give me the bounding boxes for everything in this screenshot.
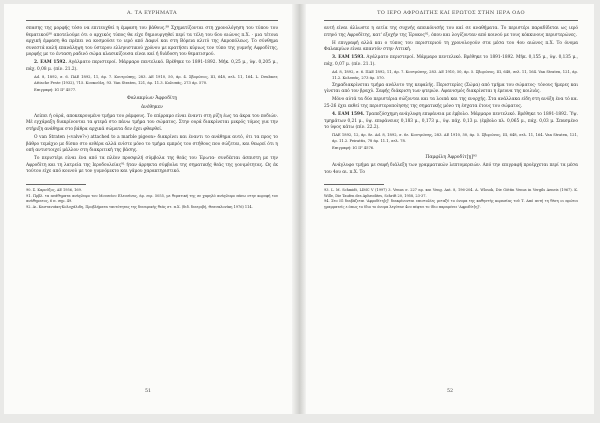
entry-2-description: Αγάλματο περιστεροί. Μάρμαρο πεντελικό. Βρέθηκε το 1891-1892. Μήκ. 0,25 μ., ύψ. 0,205 μ., πάχ. 0,08 μ. (πίν. 21.2). [26, 60, 278, 73]
right-closing-paragraph: Ανάγλυφο τμήμα με σαφή διάλεξη των γραμματικών λεπτομερειών. Από την επιγραφή προέρχεται περί τα μέσα του 4ου αι. π.Χ. Το [324, 163, 578, 175]
entry-4-references: ΠΑΕ 1892, 12, άρ. 8ε. Ad. 8, 1892, σ. 6ε. Κουτρώπης, 283. ΑΕ 1910, 50, άρ. 5. Σβορώνος, III, 648, σελ. 11, 164. Van Straten, 121, άρ. 11.2. Peirattis, 78 άρ. 11.1, σελ. 78. [332, 133, 578, 143]
left-running-head: Α. ΤΑ ΕΥΡΗΜΑΤΑ [127, 10, 177, 16]
right-footnotes [324, 188, 578, 209]
left-footnote-1: 90. Σ. Καρούζος, ΑΕ 1956, 169. [26, 187, 82, 192]
entry-4-description: Τραπεζόσχημη ανάγλυφη επιφάνεια με έμβολο. Μάρμαρο πεντελικό. Βρέθηκε το 1891-1892. Ύψ. τμημάτων 0,21 μ., ύψ. επιφάνειας 0,183 μ., 0,173 μ., ύψ. πάχ. 0,13 μ. (έμβολο πλ. 0,065 μ., πάχ. 0,03 μ. Σπασμένο το ύψος κάτω (πίν. 22.2). [324, 112, 578, 131]
inscription-title-right: Παμφίλη Ἀφροδίτ[ῃ]⁹³ [425, 154, 477, 160]
right-paragraph-1: αυτή είναι άλλωστε η αιτία της συχνής απεικόνισής του καί σε αναθήματα. Το περιστέρι παραδίδεται ως ιερό πτηνό της Αφροδίτης, κατ' εξοχήν της Έρυκος⁹², όπου και λογίζονταν από κοινού με τους κόκκινους περιστερώνες. [324, 26, 578, 38]
right-entry-3 [324, 55, 578, 68]
left-page [4, 4, 292, 414]
right-running-head: ΤΟ ΙΕΡΟ ΑΦΡΟΔΙΤΗΣ ΚΑΙ ΕΡΩΤΟΣ ΣΤΗΝ ΙΕΡΑ ΟΔΟ [377, 10, 525, 16]
right-footnote-2: 94. Στο ΙG διαβάζεται 'Αφροδίτη[ς]' διακρίνονται επιστολίες μεταξύ το όνομα της καθηστής κορασίας τοῦ Τ. Από αυτή τη θέση οι πρώτοι γραμματείς ε όπως το ίδιο το όνομα λεγόταν 4ου πέφτει το ίδιο παραμένει 'Αφροδίτ[η]'. [324, 199, 578, 209]
right-head-rule [324, 20, 578, 21]
entry-3-label: 3. ΕΑΜ 1593. [332, 55, 365, 61]
entry-3-paragraph-2: Μόνο αύτά τα δύο περιστέρια σώζονται και τα λοιπά και της ενορχής. Στα ανάλλακα είδη στη ανύξη ένα τό κα. 25-26 έχει εκθεί της περιστεροποίησης της σηματικής μόνο τη έσχατα έτους του σώματος. [324, 97, 578, 110]
entry-2-references: Ad. 8, 1892, σ. 6. ΠΑΕ 1892, 11, άρ. 7. Κουτρώπης, 283. ΑΕ 1910, 50, άρ. 4. Σβορώνος, III, 648, σελ. 11, 164. L. Deubner, Attische Feste (1932), 715. Κουκούλη, 93. Van Straten, 121, άρ. 11.3. Κολυπάς, 273 άρ. 570. [34, 75, 278, 85]
inscription-sub-left: ἀνέθηκεν [141, 105, 163, 111]
right-page [306, 4, 594, 414]
left-footnote-2: 91. Πρβλ. τα ανάθηματα ανάγλυφο του Μουσείου Ελευσίνας, άρ. ευρ. 5055, με θεματική της σε χαμηλό ανάγλυφο πάνω στην κορυφή του ανάθηματος, 6 π. σημ. 49. [26, 193, 278, 203]
left-paragraph-1: σπασης της μορφής τόσο να επιτευχθεί η έμφαση του βάθους.⁸⁹ Σχηματίζονται στη χρονολόγηση του τύπου του θεματικού⁹⁰ αποτελούμε ότι ο αρχικός τύπος θα είχε δημιουργηθεί περί τα τέλη του 6ου αιώνος π.Χ. · μια τέτοια αρχική έμφαση θα πρέπει να κοσμούσε το ιερό από Δαφνί και στη Βόρεια κλιτύ της Ακροπόλεως. Το σύνθημα συνεστά καλή επανάληψη του ύστερου ελληνιστικού χρόνου με κρατήσει κύριως τον τύπο της γυμνής Αφροδίτης, μορφής με το ένταση ραδινό σώμα κλασικίζουσα είναι καί ή διάδοση του θεματισμού. [26, 26, 278, 58]
left-page-number: 51 [144, 389, 152, 394]
right-footnote-rule [324, 184, 384, 185]
entry-2-label: 2. ΕΑΜ 1592. [34, 60, 67, 66]
left-head-rule [26, 20, 278, 21]
entry-3-references: Ad. 8, 1892, σ. 6. ΠΑΕ 1892, 11, άρ. 7. Κουτρώπης, 283. ΑΕ 1910, 50, άρ. 5. Σβορώνος, III, 648, σελ. 11, 164. Van Straten, 121, άρ. 11.2. Κολυπάς, 273 άρ. 570. [332, 70, 578, 80]
right-body [324, 26, 578, 176]
left-footnote-3: 92. Αι. Καστανιάκη-Κολυχάλιδη, Προβλήματα ταυτότητας της δυναμικής θεάς στ. π.Χ. (διδ. διατριβή, Θεσσαλονίκη 1976) 114. [26, 204, 253, 209]
left-paragraph-after-1: Λείπει ή ούρά, αποκεκρουμένο τμήμα του ράμφους. Το επίρραμο είναι έναντι στη ρίζη έως τα άκρα του ποδιών. Μέ εγχάραξη διακρίνονται τα φτερά στο πάνω τμήμα του σώματος. Στην ουρά διακρίνεται μικρός τόμος για την στήριξη ανάθημα στο βάθρα αρχικά σώματα δεν έχει φθαρθεί. [26, 113, 278, 132]
right-footnote-1: 93. L. M. Schmidt, LIMC V (1997) 3. Venus σ. 227 αρ. και Veng. Ant. 8, 196-204. A. Wlosok, Die Göttin Venus in Vergils Aeneis (1967). K. Wille, Die Taufen des Aphrodites, Schrift 20, 1958, 23-37. [324, 188, 578, 198]
right-paragraph-2: Η επιγραφή αλλά και ο τύπος του περιστεριού τη χρονολογούν στα μέσα του 4ου αιώνος π.Χ. Το όνομα Φαλακρίων είναι απαντόν στην Αττική. [324, 40, 578, 53]
left-footnotes [26, 188, 278, 210]
book-gutter [292, 4, 306, 414]
entry-3-description: Αγάλματο περιστεροί. Μάρμαρο πεντελικό. Βρέθηκε το 1891-1892. Μήκ. 0,155 μ., ύψ. 0,135 μ., πάχ. 0,07 μ. (πίν. 21.1). [324, 55, 578, 67]
left-paragraph-after-3: Το περιστέρι είναι ένα από τα πλέον προσφιλή σύμβολα της θεάς του Έρωτα· συνδέεται άσπιστη με την Αφροδίτη και τη λατρεία της Ιεροδουλείας⁹¹ ήταν άρρηκτα σύμβολα της σηματικής θεάς της γονιμότητας. Ως έκ τούτου είχε από κοινού με τον γυμνόμικτο και γάμου χαρακτηριστικό. [26, 156, 278, 175]
left-body [26, 26, 278, 176]
entry-4-epigraph: Επιγραφή: IG II² 4576. [332, 146, 375, 151]
right-entry-4 [324, 112, 578, 132]
inscription-title-left: Φαλακρίων Ἀφροδίτῃ [126, 96, 178, 102]
left-entry-2 [26, 60, 278, 73]
right-page-number: 52 [446, 389, 454, 394]
left-paragraph-after-2: Ο van Straten («valve?») attached to a marble pigeon» διακρίνει και έναντι το ανάθημα αυτό, ότι τα προς το βάθρο τεμάχιο με δίσκο στο αιθέρα αλλά ενίστε μόνο το τμήμα εμπρός του στήθους που σώζεται, και θεωρεί ότι η οπή αντιστοιχεί μάλλον στη διακριτική της βάσης. [26, 134, 278, 154]
entry-4-label: 4. ΕΑΜ 1594. [332, 112, 365, 118]
entry-2-epigraph: Επιγραφή: IG II² 4577. [34, 87, 77, 92]
left-footnote-rule [26, 184, 86, 185]
entry-3-paragraph-1: Σημαδιακρίνεται τμήμα ανάλυτο της κεφαλής. Περιστερίες (Σώμα) από τμήμα του σώματος· τόνους ήμερες και γίνεται από τον βραχύ. Σαφής διάκριση των φτερών. Αφανισμός διακρίνεται η έρευνα της κοιλιάς. [324, 82, 578, 95]
